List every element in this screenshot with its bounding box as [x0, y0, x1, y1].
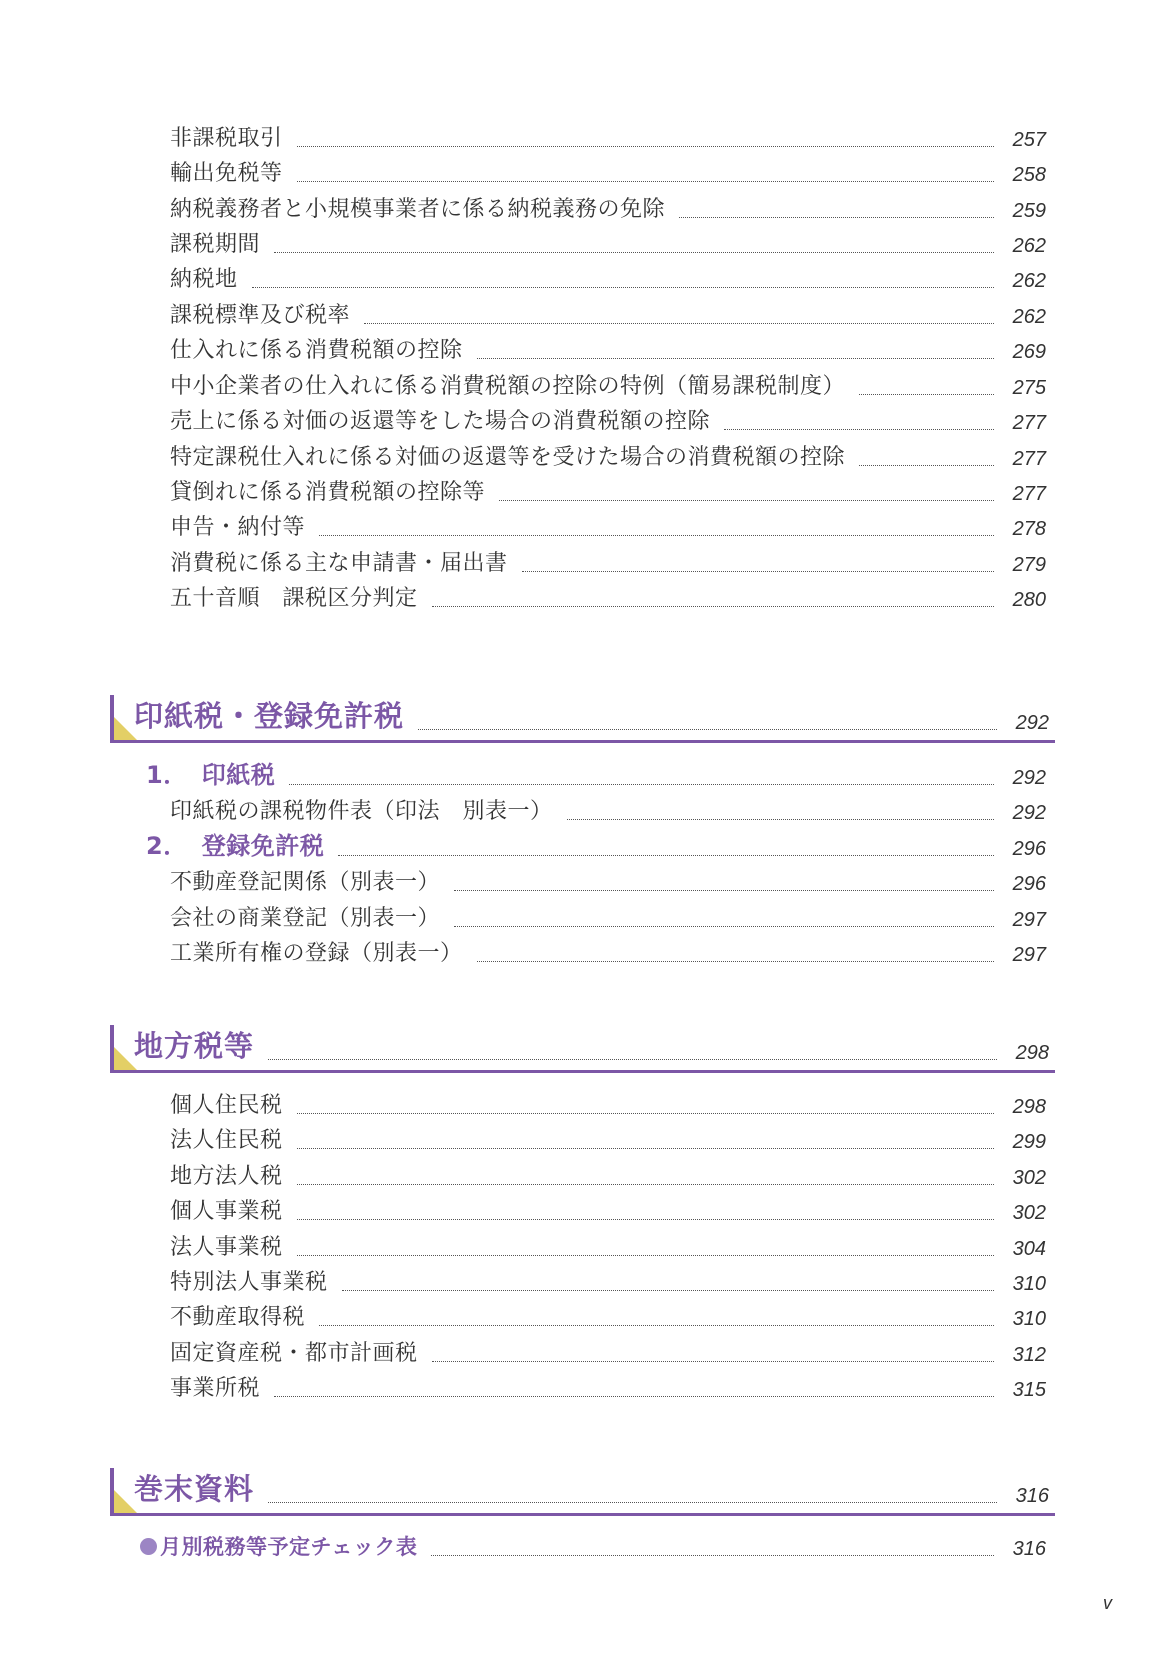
dot-leader [454, 926, 994, 927]
toc-entry-label: 特別法人事業税 [170, 1270, 328, 1295]
toc-entry[interactable] [170, 193, 1046, 223]
toc-entry[interactable] [170, 582, 1046, 612]
section-heading-stamp-tax[interactable] [110, 695, 1055, 743]
dot-leader [274, 1396, 994, 1397]
toc-entry-page: 262 [1012, 235, 1046, 257]
dot-leader [338, 855, 994, 856]
toc-entry-page: 310 [1012, 1308, 1046, 1330]
toc-entry-label: 納税地 [170, 267, 238, 292]
toc-entry-page: 298 [1012, 1096, 1046, 1118]
toc-entry-page: 297 [1012, 944, 1046, 966]
toc-entry-label: 売上に係る対価の返還等をした場合の消費税額の控除 [170, 409, 711, 434]
dot-leader [297, 1219, 994, 1220]
toc-entry[interactable] [170, 1266, 1046, 1296]
toc-entry-label: 課税期間 [170, 232, 261, 257]
toc-entry-label: 五十音順 課税区分判定 [170, 586, 418, 611]
dot-leader [432, 606, 994, 607]
toc-entry[interactable] [170, 263, 1046, 293]
toc-entry-page: 269 [1012, 341, 1046, 363]
dot-leader [289, 784, 994, 785]
dot-leader [432, 1361, 994, 1362]
toc-entry[interactable] [170, 405, 1046, 435]
subsection-page: 292 [1012, 767, 1046, 789]
toc-entry-page: 262 [1012, 306, 1046, 328]
dot-leader [418, 729, 997, 730]
toc-entry-page: 275 [1012, 377, 1046, 399]
toc-entry-label: 法人事業税 [170, 1235, 283, 1260]
dot-leader [297, 1113, 994, 1114]
subsection-number: 1． [146, 761, 188, 789]
toc-entry-label: 事業所税 [170, 1376, 261, 1401]
toc-entry-page: 280 [1012, 589, 1046, 611]
dot-leader [297, 1148, 994, 1149]
dot-leader [567, 819, 994, 820]
toc-entry[interactable] [170, 1372, 1046, 1402]
toc-entry-label: 不動産登記関係（別表一） [170, 870, 441, 895]
dot-leader [319, 1325, 994, 1326]
toc-entry[interactable] [170, 1160, 1046, 1190]
dot-leader [297, 146, 994, 147]
toc-entry-label: 特定課税仕入れに係る対価の返還等を受けた場合の消費税額の控除 [170, 445, 846, 470]
toc-entry-page: 277 [1012, 483, 1046, 505]
toc-entry[interactable] [170, 1089, 1046, 1119]
dot-leader [297, 1255, 994, 1256]
toc-entry[interactable] [170, 902, 1046, 932]
toc-entry[interactable] [170, 547, 1046, 577]
dot-leader [364, 323, 994, 324]
toc-entry-label: 会社の商業登記（別表一） [170, 906, 441, 931]
toc-entry-page: 302 [1012, 1202, 1046, 1224]
toc-entry[interactable] [170, 441, 1046, 471]
heading-underline [110, 740, 1055, 743]
toc-entry-label: 法人住民税 [170, 1128, 283, 1153]
toc-entry-page: 302 [1012, 1167, 1046, 1189]
dot-leader [268, 1502, 997, 1503]
section-title: 巻末資料 [134, 1472, 255, 1506]
toc-entry-label: 中小企業者の仕入れに係る消費税額の控除の特例（簡易課税制度） [170, 374, 846, 399]
toc-entry[interactable] [170, 1124, 1046, 1154]
toc-entry-page: 262 [1012, 270, 1046, 292]
toc-entry-page: 299 [1012, 1131, 1046, 1153]
toc-entry-label: 申告・納付等 [170, 515, 306, 540]
toc-entry[interactable] [170, 937, 1046, 967]
dot-leader [859, 394, 994, 395]
toc-entry-label: 個人住民税 [170, 1093, 283, 1118]
toc-entry-page: 297 [1012, 909, 1046, 931]
toc-entry-label: 課税標準及び税率 [170, 303, 351, 328]
toc-entry-label: 工業所有権の登録（別表一） [170, 941, 463, 966]
toc-entry-label: 個人事業税 [170, 1199, 283, 1224]
toc-entry-page: 315 [1012, 1379, 1046, 1401]
toc-subsection[interactable] [146, 831, 1046, 861]
dot-leader [859, 465, 994, 466]
toc-entry-label: 月別税務等予定チェック表 [160, 1535, 418, 1559]
toc-entry-label: 固定資産税・都市計画税 [170, 1341, 418, 1366]
page-folio: v [1103, 1593, 1112, 1613]
toc-entry[interactable] [170, 866, 1046, 896]
toc-entry-page: 312 [1012, 1344, 1046, 1366]
toc-entry[interactable] [170, 299, 1046, 329]
dot-leader [342, 1290, 994, 1291]
section-title: 印紙税・登録免許税 [134, 699, 405, 733]
subsection-number: 2． [146, 832, 188, 860]
section-page: 298 [1015, 1042, 1049, 1064]
subsection-page: 296 [1012, 838, 1046, 860]
subsection-label: 登録免許税 [201, 832, 325, 860]
toc-subsection[interactable] [146, 760, 1046, 790]
dot-leader [454, 890, 994, 891]
toc-entry-page: 279 [1012, 554, 1046, 576]
toc-entry-label: 仕入れに係る消費税額の控除 [170, 338, 463, 363]
toc-entry-page: 310 [1012, 1273, 1046, 1295]
dot-leader [268, 1059, 997, 1060]
bullet-circle-icon [140, 1538, 157, 1555]
dot-leader [297, 1184, 994, 1185]
toc-entry[interactable] [170, 228, 1046, 258]
subsection-label: 印紙税 [201, 761, 276, 789]
toc-entry-label: 印紙税の課税物件表（印法 別表一） [170, 799, 553, 824]
toc-entry[interactable] [170, 370, 1046, 400]
heading-underline [110, 1513, 1055, 1516]
dot-leader [252, 287, 994, 288]
toc-entry[interactable] [170, 511, 1046, 541]
dot-leader [319, 535, 994, 536]
heading-underline [110, 1070, 1055, 1073]
dot-leader [477, 358, 994, 359]
dot-leader [431, 1555, 994, 1556]
toc-entry[interactable] [170, 476, 1046, 506]
section-title: 地方税等 [134, 1029, 255, 1063]
toc-entry-page: 277 [1012, 412, 1046, 434]
toc-entry[interactable] [170, 1195, 1046, 1225]
toc-entry-page: 277 [1012, 448, 1046, 470]
section-page: 316 [1015, 1485, 1049, 1507]
toc-entry-page: 278 [1012, 518, 1046, 540]
dot-leader [522, 571, 994, 572]
toc-entry-bulleted[interactable] [140, 1531, 1046, 1561]
toc-entry-label: 地方法人税 [170, 1164, 283, 1189]
toc-entry[interactable] [170, 1301, 1046, 1331]
toc-entry[interactable] [170, 1337, 1046, 1367]
dot-leader [477, 961, 994, 962]
section-heading-local-tax[interactable] [110, 1025, 1055, 1073]
toc-entry[interactable] [170, 334, 1046, 364]
toc-entry-label: 納税義務者と小規模事業者に係る納税義務の免除 [170, 197, 666, 222]
toc-entry-label: 貸倒れに係る消費税額の控除等 [170, 480, 486, 505]
toc-entry[interactable] [170, 1231, 1046, 1261]
toc-entry[interactable] [170, 795, 1046, 825]
dot-leader [274, 252, 994, 253]
dot-leader [679, 217, 994, 218]
toc-entry-page: 304 [1012, 1238, 1046, 1260]
toc-entry[interactable] [170, 157, 1046, 187]
toc-entry[interactable] [170, 122, 1046, 152]
toc-entry-label: 不動産取得税 [170, 1305, 306, 1330]
toc-entry-page: 292 [1012, 802, 1046, 824]
dot-leader [499, 500, 994, 501]
toc-entry-page: 296 [1012, 873, 1046, 895]
toc-entry-page: 257 [1012, 129, 1046, 151]
toc-entry-label: 消費税に係る主な申請書・届出書 [170, 551, 508, 576]
section-heading-appendix[interactable] [110, 1468, 1055, 1516]
toc-entry-label: 輸出免税等 [170, 161, 283, 186]
toc-entry-label: 非課税取引 [170, 126, 283, 151]
toc-entry-page: 259 [1012, 200, 1046, 222]
section-page: 292 [1015, 712, 1049, 734]
dot-leader [297, 181, 994, 182]
toc-entry-page: 258 [1012, 164, 1046, 186]
toc-entry-page: 316 [1012, 1538, 1046, 1560]
dot-leader [724, 429, 994, 430]
